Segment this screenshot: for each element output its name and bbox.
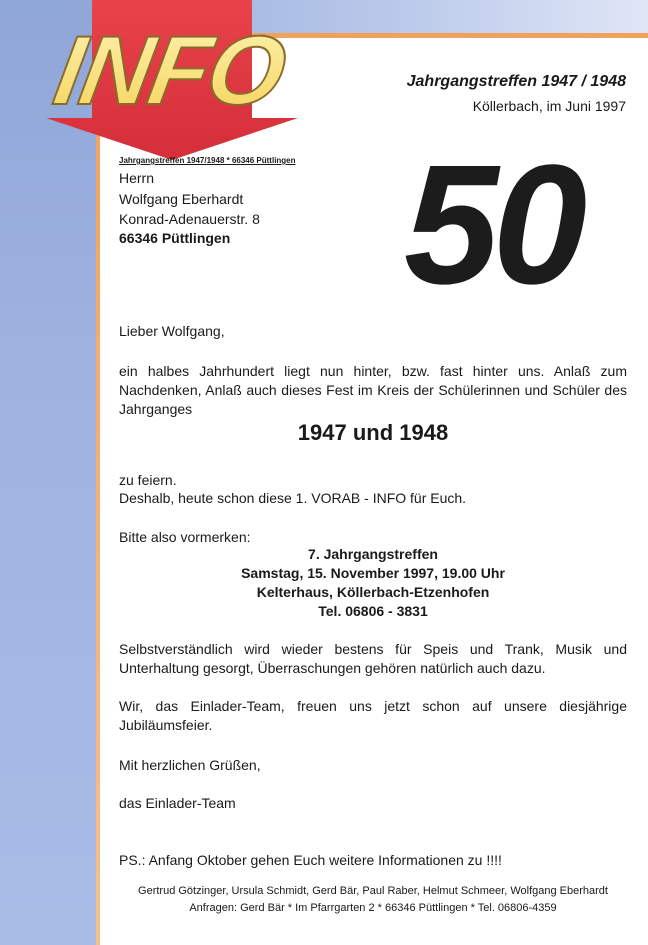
postscript: PS.: Anfang Oktober gehen Euch weitere Informationen zu !!!!	[119, 852, 502, 868]
recipient-name: Wolfgang Eberhardt	[119, 191, 244, 207]
info-logo-text: INFO	[46, 15, 293, 125]
footer-contact: Anfragen: Gerd Bär * Im Pfarrgarten 2 * 66346 Püttlingen * Tel. 06806-4359	[189, 902, 557, 914]
info-logo	[22, 0, 312, 160]
orange-divider-vertical	[96, 33, 100, 945]
vorab-line: Deshalb, heute schon diese 1. VORAB - INFO für Euch.	[119, 490, 467, 506]
recipient-street: Konrad-Adenauerstr. 8	[119, 211, 260, 227]
team-paragraph: Wir, das Einlader-Team, freuen uns jetzt schon auf unsere diesjährige Jubiläumsfeier.	[119, 698, 627, 733]
event-venue: Kelterhaus, Köllerbach-Etzenhofen	[256, 584, 490, 600]
celebrate-line: zu feiern.	[119, 472, 177, 488]
food-paragraph: Selbstverständlich wird wieder bestens für Speis und Trank, Musik und Unterhaltung gesorgt, Überraschungen gehören natürlich auch dazu.	[119, 641, 627, 676]
signature-line: das Einlader-Team	[119, 795, 236, 811]
anniversary-number: 50	[404, 130, 582, 320]
recipient-city: 66346 Püttlingen	[119, 230, 231, 246]
sender-return-line: Jahrgangstreffen 1947/1948 * 66346 Püttlingen	[119, 156, 296, 165]
intro-paragraph: ein halbes Jahrhundert liegt nun hinter, bzw. fast hinter uns. Anlaß zum Nachdenken, Anlaß auch dieses Fest im Kreis der Schülerinnen und Schüler des Jahrganges	[119, 363, 627, 417]
closing-line: Mit herzlichen Grüßen,	[119, 757, 261, 773]
event-name: 7. Jahrgangstreffen	[308, 546, 438, 562]
years-heading: 1947 und 1948	[297, 420, 449, 445]
event-date: Samstag, 15. November 1997, 19.00 Uhr	[241, 565, 505, 581]
place-date: Köllerbach, im Juni 1997	[472, 98, 626, 114]
page-title: Jahrgangstreffen 1947 / 1948	[406, 73, 626, 90]
greeting: Lieber Wolfgang,	[119, 323, 225, 339]
footer-names: Gertrud Götzinger, Ursula Schmidt, Gerd Bär, Paul Raber, Helmut Schmeer, Wolfgang Eberhardt	[138, 885, 608, 897]
event-phone: Tel. 06806 - 3831	[318, 603, 428, 619]
recipient-salutation: Herrn	[119, 170, 155, 186]
note-prompt: Bitte also vormerken:	[119, 529, 251, 545]
